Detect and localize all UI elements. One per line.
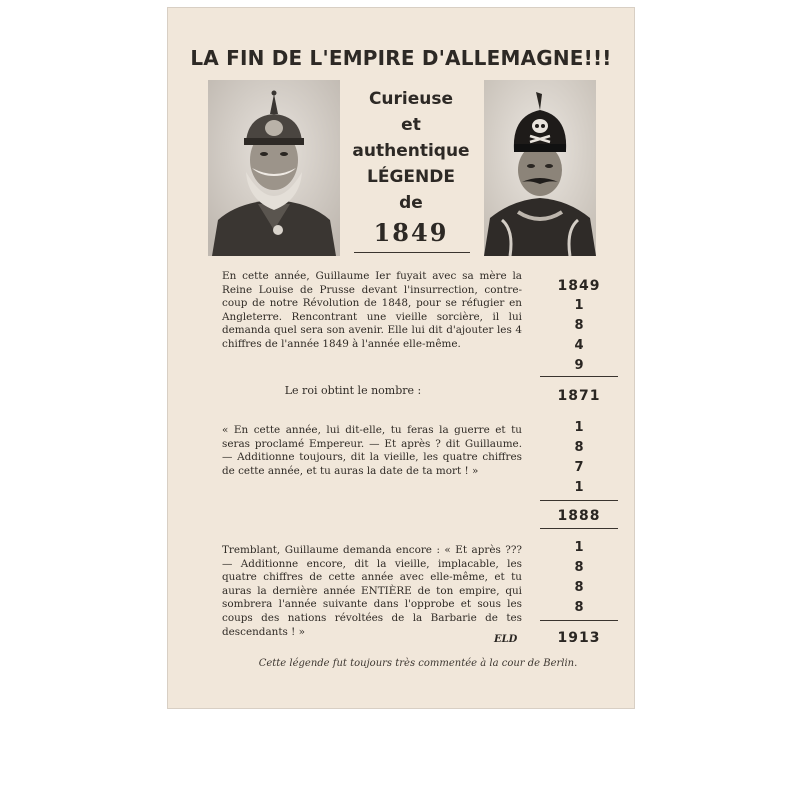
- portrait-right-image: [484, 80, 596, 256]
- heading-year: 1849: [373, 218, 449, 247]
- sum-rule: [540, 376, 618, 377]
- sum-rule: [540, 500, 618, 501]
- heading-line-1: Curieuse: [368, 89, 454, 109]
- paragraph-2: « En cette année, lui dit-elle, tu feras la guerre et tu seras proclamé Empereur. — Et après ? dit Guillaume. — Additionne toujours, dit la vieille, les quatre chiffres de cette année, et tu auras la date de ta mort ! »: [222, 424, 522, 477]
- heading-line-4: de: [399, 193, 423, 213]
- heading-divider: [354, 252, 470, 253]
- sum-rule: [540, 528, 618, 529]
- digit: 1: [574, 480, 584, 495]
- digit: 8: [574, 440, 584, 455]
- portrait-left-image: [208, 80, 340, 256]
- sum-year-1849: 1849: [557, 278, 601, 294]
- sum-year-1913: 1913: [557, 630, 601, 646]
- sum-rule: [540, 620, 618, 621]
- paragraph-1: En cette année, Guillaume Ier fuyait avec sa mère la Reine Louise de Prusse devant l'insurrection, contre-coup de notre Révolution de 1848, pour se réfugier en Angleterre. Rencontrant une vieille sorcière, il lui demanda quel sera son avenir. Elle lui dit d'ajouter les 4 chiffres de l'année 1849 à l'année elle-même.: [222, 270, 522, 350]
- digit: 8: [574, 600, 584, 615]
- digit: 4: [574, 338, 584, 353]
- digit: 9: [574, 358, 584, 373]
- paragraph-3: Tremblant, Guillaume demanda encore : « Et après ??? — Additionne encore, dit la vieille, implacable, les quatre chiffres de cette année avec elle-même, et tu auras la dernière année ENTIÈRE de ton empire, qui sombrera l'année suivante dans l'opprobe et sous les coups des nations révoltées de la Barbarie de tes descendants ! »: [222, 544, 522, 638]
- digit: 8: [574, 560, 584, 575]
- footer-note: Cette légende fut toujours très commentée à la cour de Berlin.: [258, 658, 578, 669]
- page-title: LA FIN DE L'EMPIRE D'ALLEMAGNE!!!: [190, 46, 612, 70]
- sum-year-1871: 1871: [557, 388, 601, 404]
- heading-line-3: LÉGENDE: [367, 167, 455, 187]
- paragraph-mid: Le roi obtint le nombre :: [284, 384, 422, 397]
- digit: 8: [574, 318, 584, 333]
- digit: 7: [574, 460, 584, 475]
- digit: 1: [574, 298, 584, 313]
- legend-heading: [344, 86, 478, 246]
- digit: 8: [574, 580, 584, 595]
- signature: ELD: [494, 634, 518, 645]
- postcard: [168, 8, 634, 708]
- digit: 1: [574, 420, 584, 435]
- heading-line-2: et authentique: [352, 115, 470, 161]
- digit: 1: [574, 540, 584, 555]
- sum-year-1888: 1888: [557, 508, 601, 524]
